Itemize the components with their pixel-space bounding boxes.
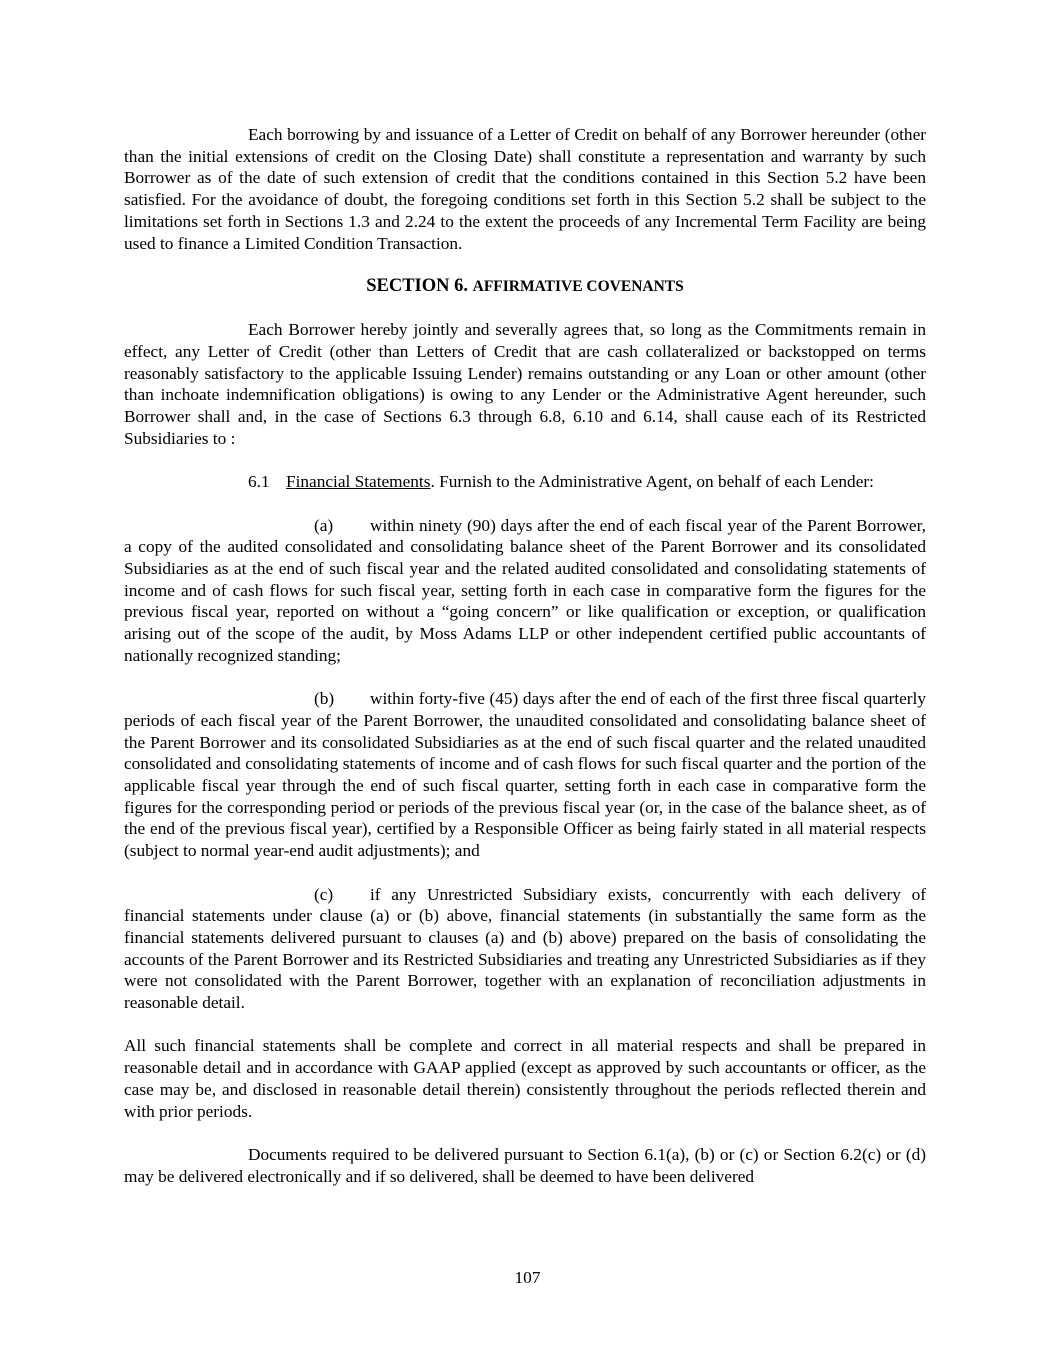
page-number: 107 (514, 1268, 541, 1287)
subsection-title: Financial Statements (286, 472, 431, 492)
paragraph-electronic-delivery: Documents required to be delivered pursuant to Section 6.1(a), (b) or (c) or Section 6.2(c) or (d) may be delivered electronically and if so delivered, shall be deemed to have been delivered (124, 1144, 926, 1186)
section-heading (124, 276, 926, 298)
paragraph-borrowing-conditions: Each borrowing by and issuance of a Letter of Credit on behalf of any Borrower hereunder (other than the initial extensions of credit on the Closing Date) shall constitute a representation and warranty by such Borrower as of the date of such extension of credit that the conditions contained in this Section 5.2 have been satisfied. For the avoidance of doubt, the foregoing conditions set forth in this Section 5.2 shall be subject to the limitations set forth in Sections 1.3 and 2.24 to the extent the proceeds of any Incremental Term Facility are being used to finance a Limited Condition Transaction. (124, 125, 926, 253)
subsection-number: 6.1 (248, 472, 270, 492)
clause-label: (a) (314, 515, 334, 535)
clause-a (124, 515, 926, 667)
paragraph-financial-statements-gaap: All such financial statements shall be complete and correct in all material respects and shall be prepared in reasonable detail and in accordance with GAAP applied (except as approved by such accountants or officer, as the case may be, and disclosed in reasonable detail therein) consistently throughout the periods reflected therein and with prior periods. (124, 1036, 926, 1121)
subsection-6-1 (124, 471, 926, 493)
clause-b (124, 688, 926, 862)
clause-text: if any Unrestricted Subsidiary exists, concurrently with each delivery of financial statements under clause (a) or (b) above, financial statements (in substantially the same form as the financial statements delivered pursuant to clauses (a) and (b) above) prepared on the basis of consolidating the accounts of the Parent Borrower and its Restricted Subsidiaries and treating any Unrestricted Subsidiaries as if they were not consolidated with the Parent Borrower, together with an explanation of reconciliation adjustments in reasonable detail. (124, 884, 926, 1013)
clause-label: (b) (314, 689, 335, 709)
document-page (124, 124, 926, 1209)
clause-label: (c) (314, 884, 334, 904)
section-title: AFFIRMATIVE COVENANTS (472, 277, 684, 295)
clause-c (124, 884, 926, 1014)
clause-text: within ninety (90) days after the end of each fiscal year of the Parent Borrower, a copy of the audited consolidated and consolidating balance sheet of the Parent Borrower and its consolidated Subsidiaries as at the end of such fiscal year and the related audited consolidated and consolidating statements of income and of cash flows for such fiscal year, setting forth in each case in comparative form the figures for the previous fiscal year, reported on without a “going concern” or like qualification or exception, or qualification arising out of the scope of the audit, by Moss Adams LLP or other independent certified public accountants of nationally recognized standing; (124, 515, 926, 665)
paragraph-covenant-intro: Each Borrower hereby jointly and severally agrees that, so long as the Commitments remain in effect, any Letter of Credit (other than Letters of Credit that are cash collateralized or backstopped on terms reasonably satisfactory to the applicable Issuing Lender) remains outstanding or any Loan or other amount (other than inchoate indemnification obligations) is owing to any Lender or the Administrative Agent hereunder, such Borrower shall and, in the case of Sections 6.3 through 6.8, 6.10 and 6.14, shall cause each of its Restricted Subsidiaries to : (124, 320, 926, 448)
subsection-text: . Furnish to the Administrative Agent, on behalf of each Lender: (430, 472, 874, 492)
clause-text: within forty-five (45) days after the end of each of the first three fiscal quarterly periods of each fiscal year of the Parent Borrower, the unaudited consolidated and consolidating balance sheet of the Parent Borrower and its consolidated Subsidiaries as at the end of such fiscal quarter and the related unaudited consolidated and consolidating statements of income and of cash flows for such fiscal quarter and the portion of the applicable fiscal year through the end of such fiscal quarter, setting forth in each case in comparative form the figures for the corresponding period or periods of the previous fiscal year (or, in the case of the balance sheet, as of the end of the previous fiscal year), certified by a Responsible Officer as being fairly stated in all material respects (subject to normal year-end audit adjustments); and (124, 689, 926, 861)
section-number: SECTION 6. (366, 275, 468, 296)
